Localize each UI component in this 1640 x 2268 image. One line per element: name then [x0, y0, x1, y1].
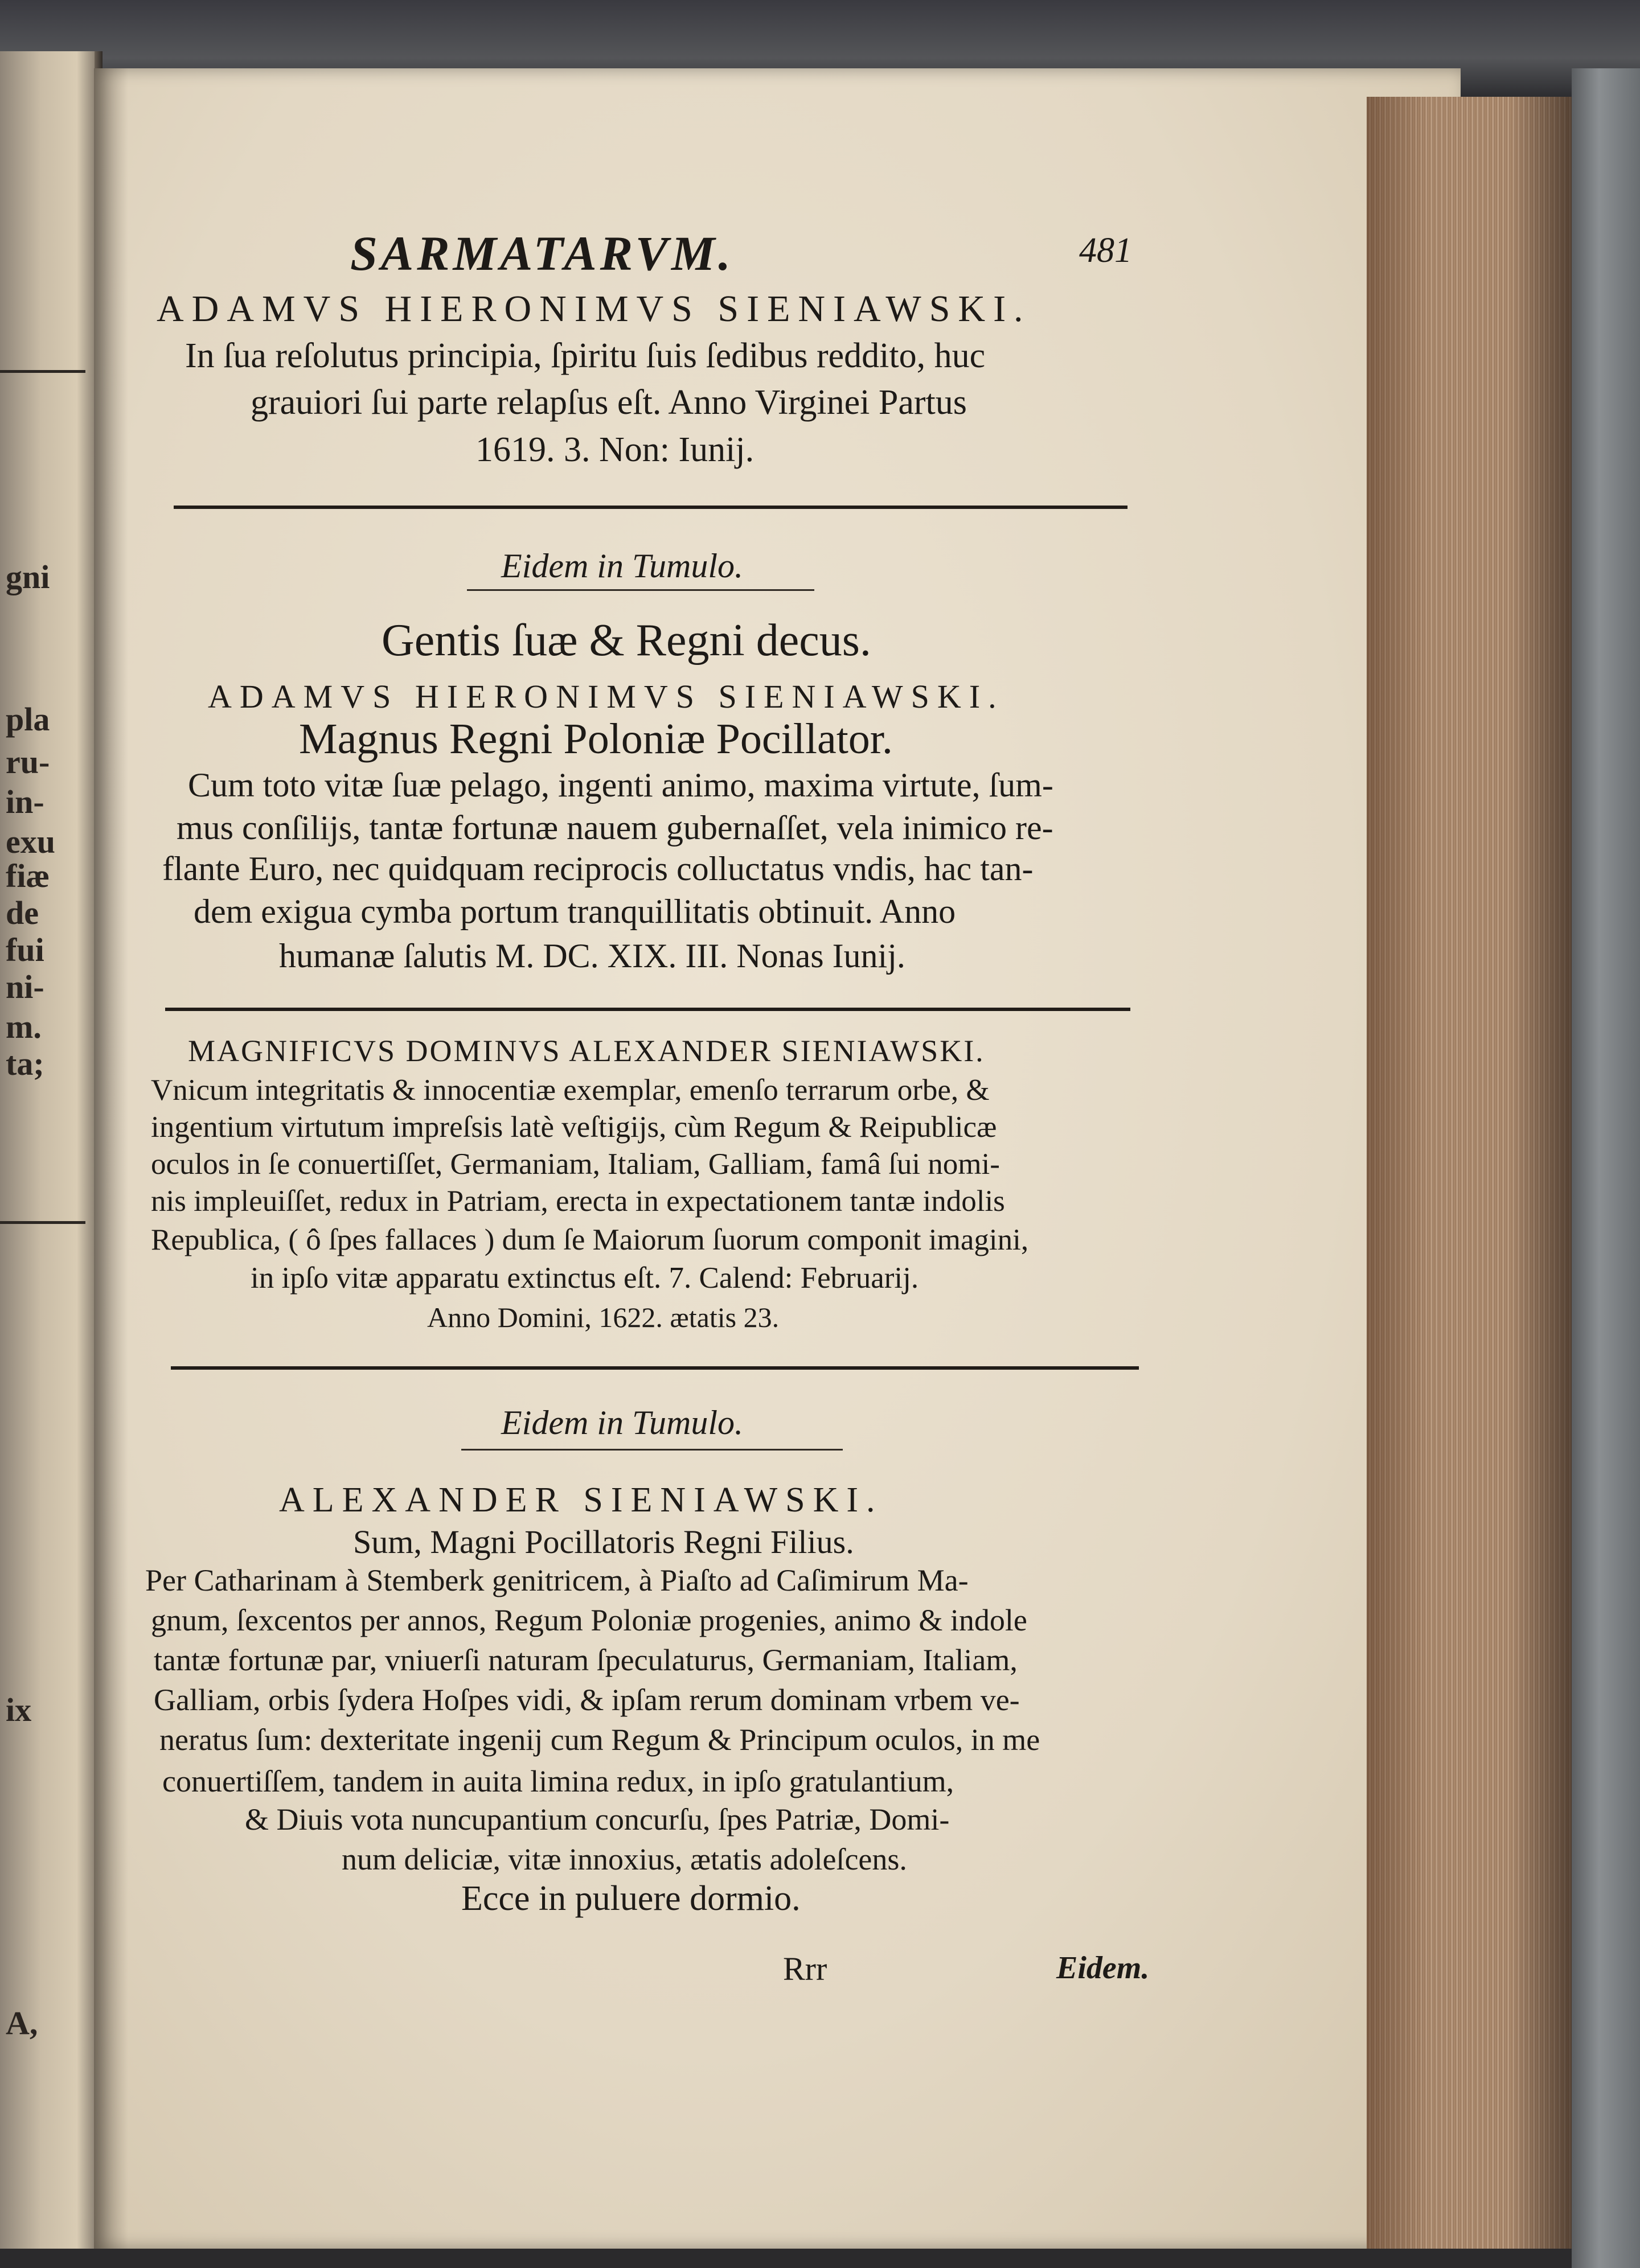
page-edges-shading	[1367, 97, 1572, 2249]
entry1-name: ADAMVS HIERONIMVS SIENIAWSKI.	[157, 288, 1031, 330]
left-margin-fragment: exu	[6, 823, 55, 860]
book-back-board	[1572, 68, 1640, 2268]
entry1-line: In ſua reſolutus principia, ſpiritu ſuis ſedibus reddito, huc	[185, 336, 986, 375]
epitaph2-name: ALEXANDER SIENIAWSKI.	[279, 1481, 883, 1519]
section-rule	[165, 1008, 1130, 1011]
epitaph1-line: humanæ ſalutis M. DC. XIX. III. Nonas Iunij.	[279, 937, 905, 975]
heading-underline	[467, 589, 814, 591]
epitaph1-line: flante Euro, nec quidquam reciprocis colluctatus vndis, hac tan-	[162, 850, 1034, 888]
heading-underline	[461, 1449, 843, 1451]
left-margin-fragment: ix	[6, 1691, 32, 1728]
entry2-line: in ipſo vitæ apparatu extinctus eſt. 7. Calend: Februarij.	[251, 1262, 919, 1295]
left-page-rule	[0, 370, 85, 373]
signature-mark: Rrr	[783, 1950, 827, 1987]
left-margin-fragment: A,	[6, 2004, 38, 2041]
epitaph2-line: & Diuis vota nuncupantium concurſu, ſpes Patriæ, Domi-	[245, 1802, 950, 1836]
left-margin-fragment: ru-	[6, 743, 50, 780]
epitaph2-closing: Ecce in puluere dormio.	[461, 1879, 801, 1918]
left-page-fragment	[0, 51, 102, 2249]
left-margin-fragment: m.	[6, 1008, 42, 1045]
left-margin-fragment: in-	[6, 783, 44, 820]
entry1-line: grauiori ſui parte relapſus eſt. Anno Virginei Partus	[251, 383, 967, 422]
epitaph2-line: gnum, ſexcentos per annos, Regum Poloniæ progenies, animo & indole	[151, 1603, 1027, 1637]
entry2-line: oculos in ſe conuertiſſet, Germaniam, Italiam, Galliam, famâ ſui nomi-	[151, 1148, 1000, 1181]
epitaph1-heading: Eidem in Tumulo.	[501, 547, 744, 585]
epitaph2-line: Per Catharinam à Stemberk genitricem, à Piaſto ad Caſimirum Ma-	[145, 1563, 969, 1597]
left-margin-fragment: gni	[6, 558, 50, 595]
epitaph2-heading: Eidem in Tumulo.	[501, 1404, 744, 1441]
left-margin-fragment: pla	[6, 701, 50, 738]
epitaph2-line: Galliam, orbis ſydera Hoſpes vidi, & ipſam rerum dominam vrbem ve-	[154, 1683, 1020, 1717]
page-number: 481	[1079, 231, 1132, 270]
epitaph1-title: Gentis ſuæ & Regni decus.	[382, 615, 871, 665]
epitaph1-line: dem exigua cymba portum tranquillitatis obtinuit. Anno	[194, 893, 956, 930]
entry2-line: nis impleuiſſet, redux in Patriam, erecta in expectationem tantæ indolis	[151, 1185, 1005, 1218]
left-margin-fragment: fiæ	[6, 857, 50, 894]
epitaph2-line: neratus ſum: dexteritate ingenij cum Regum & Principum oculos, in me	[159, 1723, 1040, 1757]
running-head: SARMATARVM.	[350, 226, 734, 281]
epitaph1-office: Magnus Regni Poloniæ Pocillator.	[299, 715, 893, 763]
left-margin-fragment: de	[6, 894, 39, 931]
epitaph1-line: mus conſilijs, tantæ fortunæ nauem gubernaſſet, vela inimico re-	[177, 809, 1053, 847]
entry2-line: ingentium virtutum impreſsis latè veſtigijs, cùm Regum & Reipublicæ	[151, 1111, 997, 1144]
entry1-line: 1619. 3. Non: Iunij.	[475, 430, 755, 469]
entry2-line: Anno Domini, 1622. ætatis 23.	[427, 1301, 780, 1333]
section-rule	[174, 506, 1128, 509]
entry2-name: MAGNIFICVS DOMINVS ALEXANDER SIENIAWSKI.	[188, 1034, 985, 1068]
entry2-line: Vnicum integritatis & innocentiæ exemplar, emenſo terrarum orbe, &	[151, 1074, 990, 1107]
epitaph2-subtitle: Sum, Magni Pocillatoris Regni Filius.	[353, 1523, 854, 1560]
epitaph2-line: conuertiſſem, tandem in auita limina redux, in ipſo gratulantium,	[162, 1764, 954, 1798]
left-margin-fragment: fui	[6, 931, 44, 968]
epitaph2-line: num deliciæ, vitæ innoxius, ætatis adoleſcens.	[342, 1842, 907, 1876]
epitaph1-line: Cum toto vitæ ſuæ pelago, ingenti animo, maxima virtute, ſum-	[188, 766, 1053, 804]
epitaph1-name: ADAMVS HIERONIMVS SIENIAWSKI.	[208, 678, 1004, 715]
entry2-line: Republica, ( ô ſpes fallaces ) dum ſe Maiorum ſuorum componit imagini,	[151, 1223, 1029, 1256]
left-margin-fragment: ni-	[6, 968, 44, 1005]
section-rule	[171, 1366, 1139, 1370]
left-page-rule	[0, 1221, 85, 1224]
epitaph2-line: tantæ fortunæ par, vniuerſi naturam ſpeculaturus, Germaniam, Italiam,	[154, 1643, 1018, 1677]
catchword: Eidem.	[1056, 1950, 1150, 1986]
left-margin-fragment: ta;	[6, 1045, 44, 1082]
gutter-shadow	[94, 68, 128, 2249]
